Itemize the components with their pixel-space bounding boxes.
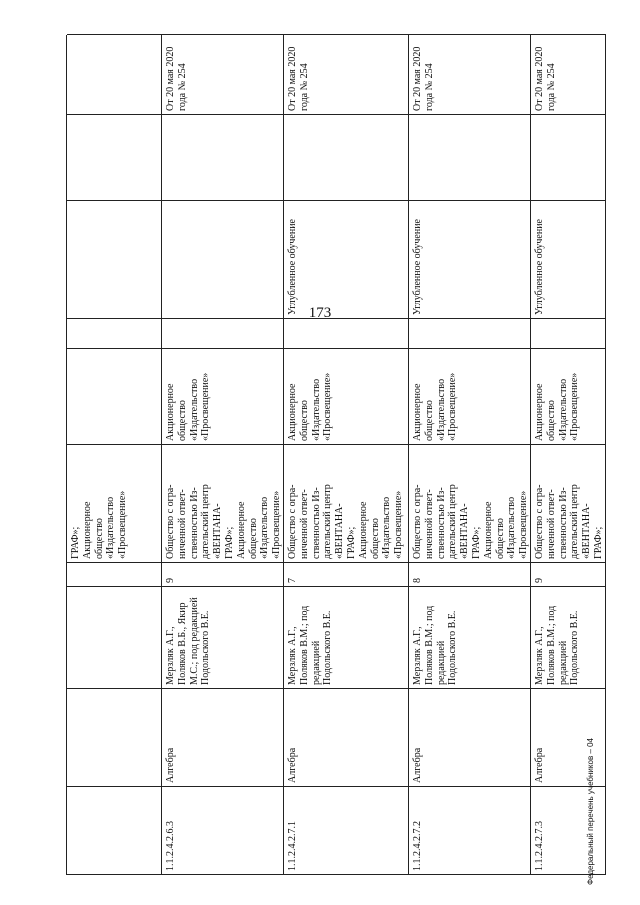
cell-publisher-owner (67, 348, 162, 444)
publisher-line: дательский центр (322, 484, 334, 559)
cell-blank (409, 114, 531, 200)
publisher-line: Акционерное (482, 501, 494, 559)
publisher-line: ГРАФ»; (70, 526, 81, 559)
publisher-line: Акционерное (235, 501, 247, 559)
publisher-line: ственностью Из- (310, 487, 322, 559)
publisher-line: дательский центр (569, 484, 581, 559)
publisher-line: «Просвещение» (518, 490, 530, 559)
cell-publisher-owner: Акционерное общество «Издательство «Просвещение» (284, 348, 409, 444)
cell-subject: Алгебра (162, 688, 284, 786)
cell-order: От 20 мая 2020 года № 254 (531, 34, 606, 114)
publisher-line: ГРАФ»; (223, 526, 235, 559)
publisher-line: Акционерное (357, 501, 369, 559)
publisher-line: ГРАФ»; (470, 526, 482, 559)
cell-authors (67, 586, 162, 688)
cell-specialization (67, 200, 162, 318)
publisher-line: общество (494, 518, 506, 559)
cell-subject (67, 688, 162, 786)
cell-extra (67, 318, 162, 348)
cell-code (67, 786, 162, 874)
cell-grade: 8 (409, 562, 531, 586)
cell-publisher (531, 444, 606, 562)
cell-specialization (162, 200, 284, 318)
publisher-line: «ВЕНТАНА- (581, 503, 593, 559)
publisher-line: «ВЕНТАНА- (459, 503, 471, 559)
cell-grade: 9 (162, 562, 284, 586)
publisher-line: «Издательство (259, 496, 271, 559)
publisher-line: «Просвещение» (117, 490, 129, 559)
publisher-line: общество (93, 518, 105, 559)
publisher-line: «Издательство (105, 496, 117, 559)
cell-blank (284, 114, 409, 200)
cell-extra (284, 318, 409, 348)
publisher-line: ГРАФ»; (345, 526, 357, 559)
cell-authors: Мерзляк А.Г., Поляков В.М.; под редакцией Подольского В.Е. (531, 586, 606, 688)
cell-extra (409, 318, 531, 348)
publisher-line: Акционерное (81, 501, 93, 559)
cell-order: От 20 мая 2020 года № 254 (284, 34, 409, 114)
page-number: 173 (308, 305, 332, 321)
textbook-table (66, 35, 606, 875)
cell-publisher-owner: Акционерное общество «Издательство «Просвещение» (531, 348, 606, 444)
publisher-line: Общество с огра- (412, 484, 423, 559)
cell-publisher (409, 444, 531, 562)
cell-specialization: Углубленное обучение (284, 200, 409, 318)
publisher-line: Общество с огра- (287, 484, 298, 559)
cell-publisher (162, 444, 284, 562)
publisher-line: «Просвещение» (393, 490, 405, 559)
cell-code: 1.1.2.4.2.7.2 (409, 786, 531, 874)
publisher-line: Общество с огра- (534, 484, 545, 559)
publisher-line: Общество с огра- (165, 484, 176, 559)
cell-grade: 7 (284, 562, 409, 586)
publisher-line: общество (247, 518, 259, 559)
publisher-line: «Издательство (381, 496, 393, 559)
publisher-line: «Издательство (506, 496, 518, 559)
cell-blank (531, 114, 606, 200)
cell-extra (162, 318, 284, 348)
cell-order (67, 34, 162, 114)
cell-extra (531, 318, 606, 348)
publisher-line: ниченной ответ- (423, 489, 435, 559)
cell-code: 1.1.2.4.2.6.3 (162, 786, 284, 874)
cell-publisher-owner: Акционерное общество «Издательство «Просвещение» (162, 348, 284, 444)
cell-authors: Мерзляк А.Г., Поляков В.М.; под редакцией Подольского В.Е. (284, 586, 409, 688)
publisher-line: ниченной ответ- (176, 489, 188, 559)
cell-grade (67, 562, 162, 586)
cell-blank (162, 114, 284, 200)
cell-code: 1.1.2.4.2.7.1 (284, 786, 409, 874)
publisher-line: ниченной ответ- (298, 489, 310, 559)
cell-subject: Алгебра (409, 688, 531, 786)
cell-subject: Алгебра (531, 688, 606, 786)
publisher-line: ГРАФ»; (592, 526, 604, 559)
publisher-line: дательский центр (447, 484, 459, 559)
cell-authors: Мерзляк А.Г., Поляков В.М.; под редакцией Подольского В.Е. (409, 586, 531, 688)
cell-subject: Алгебра (284, 688, 409, 786)
cell-order: От 20 мая 2020 года № 254 (162, 34, 284, 114)
cell-publisher-owner: Акционерное общество «Издательство «Просвещение» (409, 348, 531, 444)
publisher-line: дательский центр (200, 484, 212, 559)
cell-authors: Мерзляк А.Г., Поляков В.Б., Якир М.С.; под редакцией Подольского В.Е. (162, 586, 284, 688)
cell-specialization: Углубленное обучение (409, 200, 531, 318)
cell-order: От 20 мая 2020 года № 254 (409, 34, 531, 114)
publisher-line: ственностью Из- (557, 487, 569, 559)
cell-grade: 9 (531, 562, 606, 586)
publisher-line: «ВЕНТАНА- (212, 503, 224, 559)
publisher-line: ниченной ответ- (545, 489, 557, 559)
publisher-line: «ВЕНТАНА- (334, 503, 346, 559)
publisher-line: «Просвещение» (271, 490, 283, 559)
cell-blank (67, 114, 162, 200)
cell-publisher (284, 444, 409, 562)
publisher-line: общество (369, 518, 381, 559)
publisher-line: ственностью Из- (188, 487, 200, 559)
cell-code: 1.1.2.4.2.7.3 (531, 786, 606, 874)
cell-specialization: Углубленное обучение (531, 200, 606, 318)
cell-publisher (67, 444, 162, 562)
publisher-line: ственностью Из- (435, 487, 447, 559)
document-footer: Федеральный перечень учебников – 04 (586, 738, 595, 885)
